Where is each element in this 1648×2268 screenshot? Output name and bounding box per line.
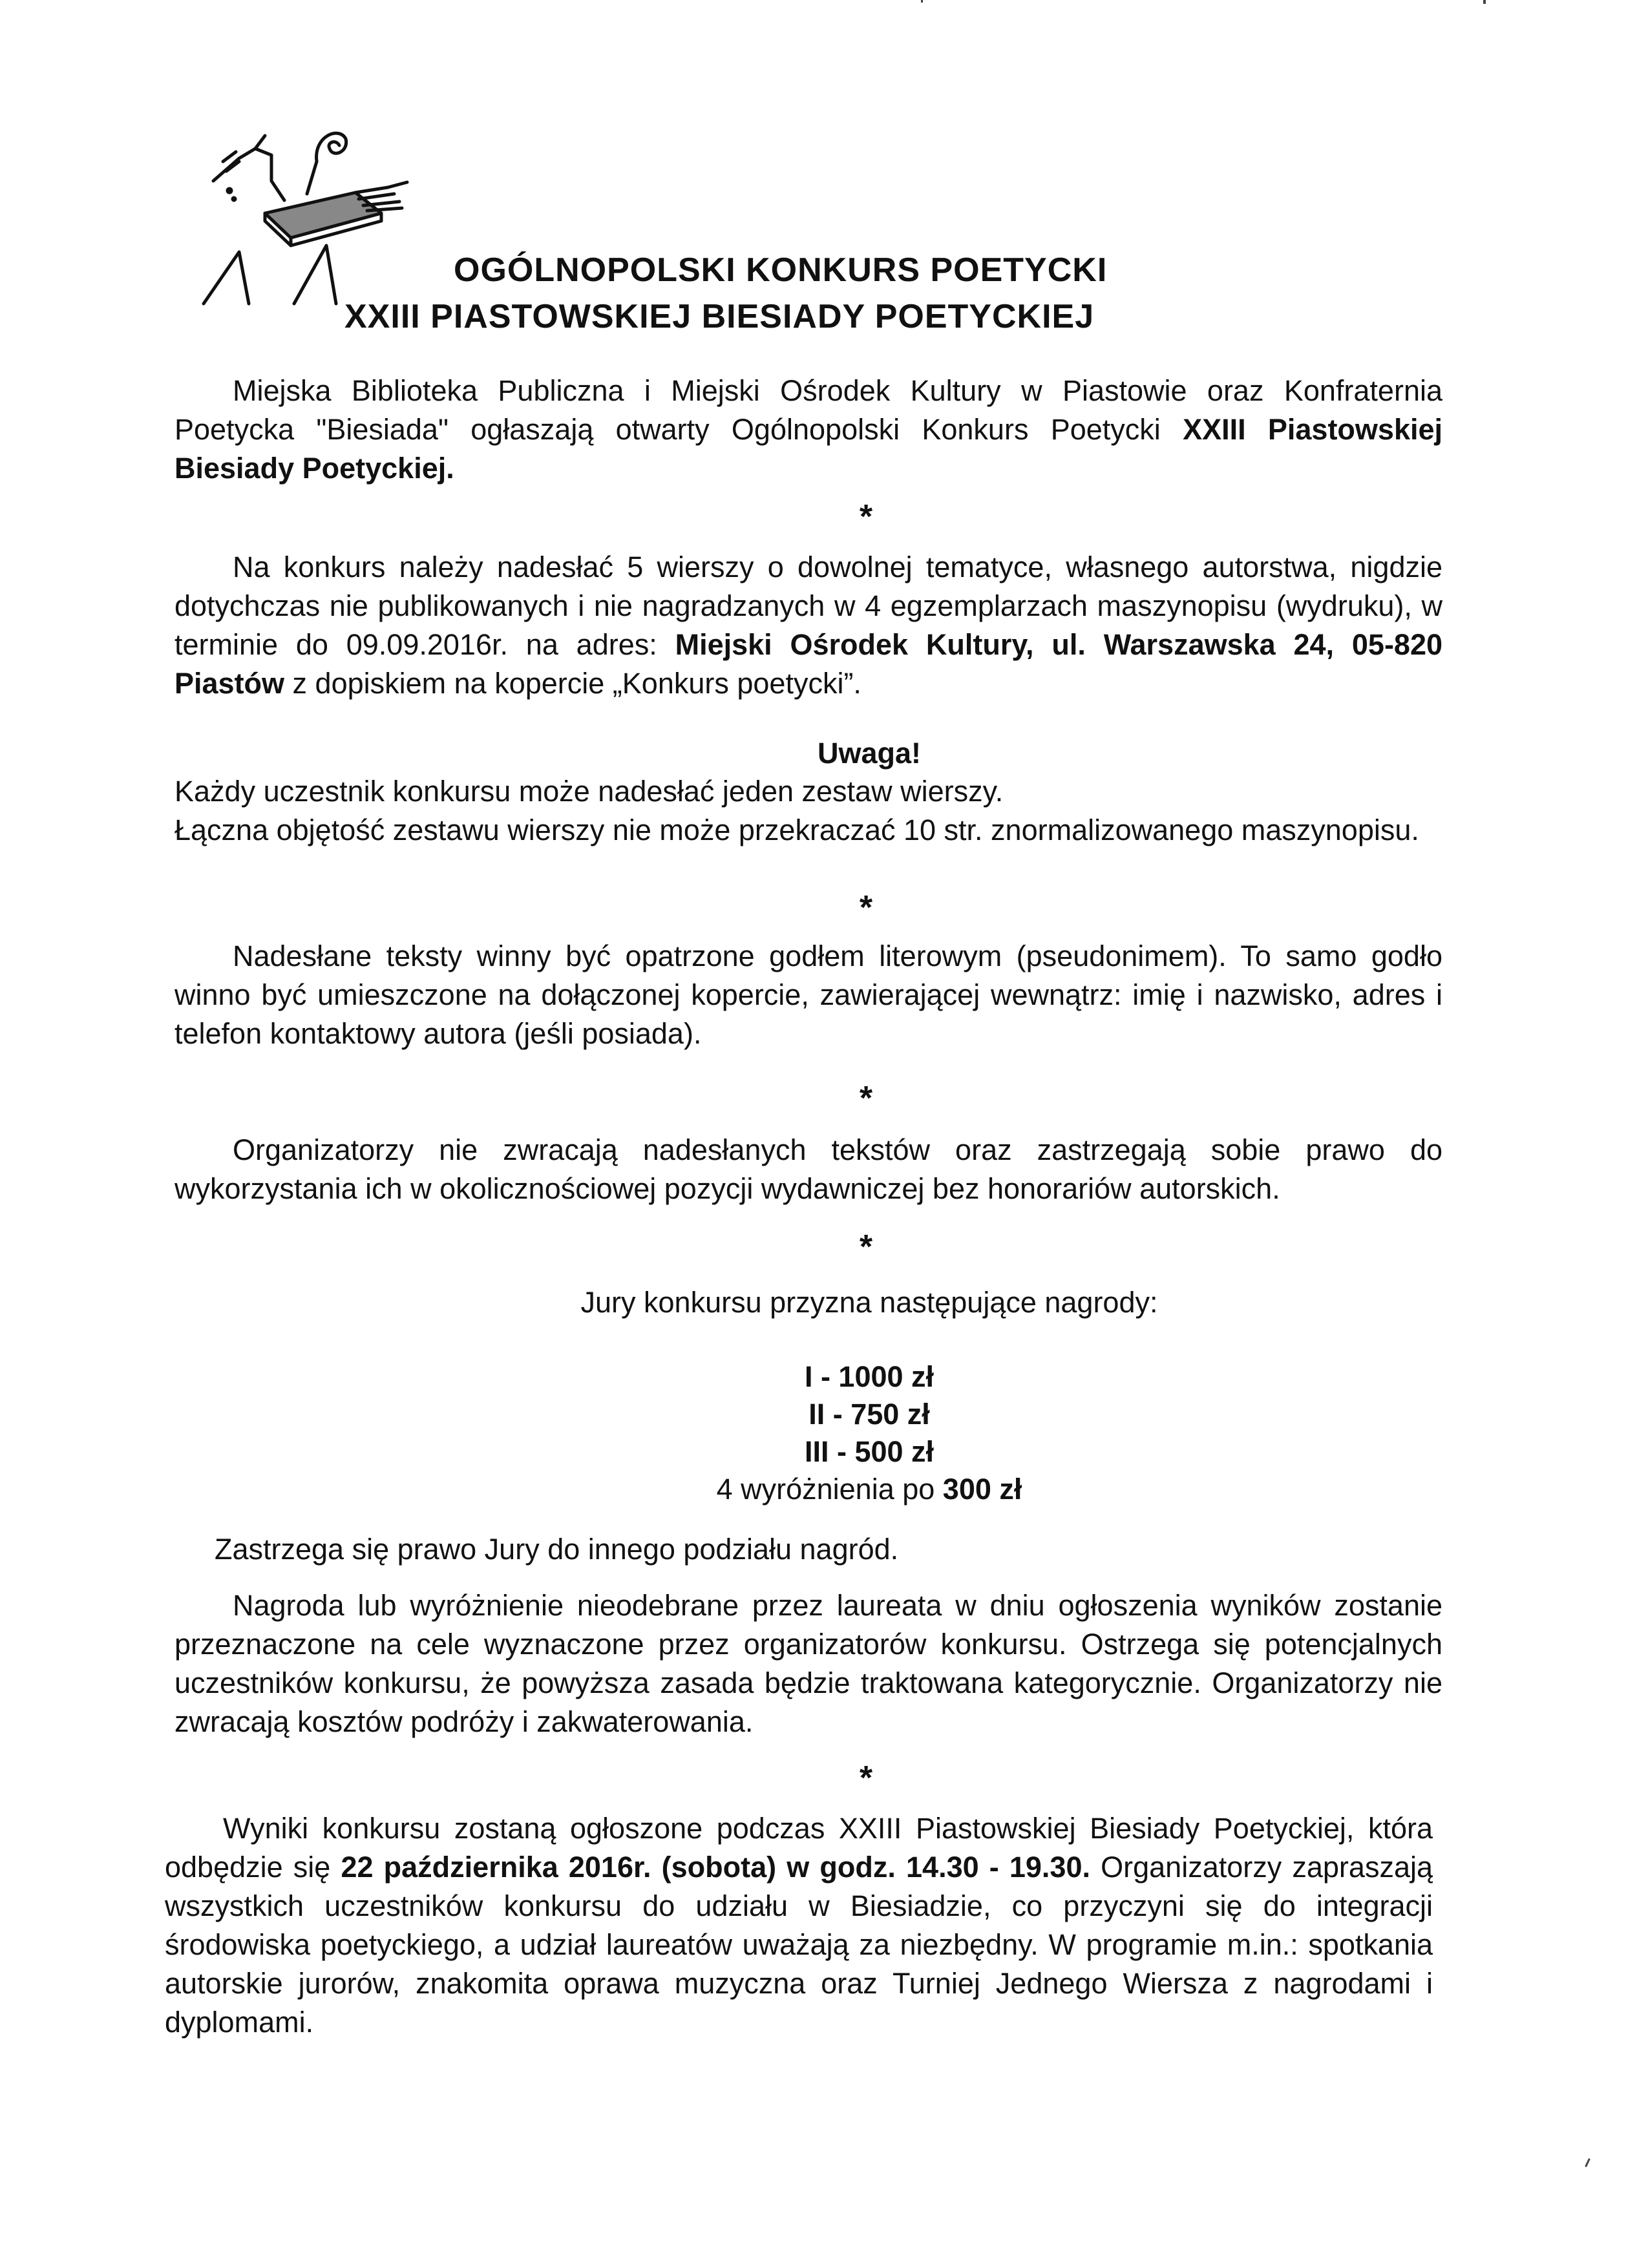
submission-address: Miejski Ośrodek Kultury, ul. Warszawska 24, 05-820 Piastów [174,628,1443,700]
title-line-2: XXIII PIASTOWSKIEJ BIESIADY POETYCKIEJ [344,298,1095,335]
intro-bold-name: XXIII Piastowskiej Biesiady Poetyckiej. [174,413,1443,485]
prizes-note: Zastrzega się prawo Jury do innego podziału nagród. [215,1533,899,1566]
warning-line-2: Łączna objętość zestawu wierszy nie może przekraczać 10 str. znormalizowanego maszynopisu. [174,814,1419,846]
title-line-1: OGÓLNOPOLSKI KONKURS POETYCKI [454,251,1108,289]
intro-text: Miejska Biblioteka Publiczna i Miejski Ośrodek Kultury w Piastowie oraz Konfraternia Poetycka "Biesiada" ogłaszają otwarty Ogólnopolski Konkurs Poetycki [174,374,1442,446]
warning-title: Uwaga! [817,737,922,770]
prize-honorable-text: 4 wyróżnienia po [716,1473,943,1506]
submission-text-1: Na konkurs należy nadesłać 5 wierszy o dowolnej tematyce, własnego autorstwa, nigdzie dotychczas nie publikowanych i nie nagradzanych w 4 egzemplarzach maszynopisu (wydruku), w terminie do 09.09.2016r. na adres: [174,551,1442,661]
results-text-1: Wyniki konkursu zostaną ogłoszone podczas XXIII Piastowskiej Biesiady Poetyckiej, która odbędzie się [165,1812,1433,1884]
scan-speck [1483,0,1486,4]
separator-4: * [859,1228,873,1266]
prize-first: I - 1000 zł [804,1360,935,1393]
separator-1: * [859,498,873,536]
results-text-2: Organizatorzy zapraszają wszystkich uczestników konkursu do udziału w Biesiadzie, co przyczyni się do integracji środowiska poetyckiego, a udział laureatów uważają za niezbędny. W programie m.in.: spotkania autorskie jurorów, znakomita oprawa muzyczna oraz Turniej Jednego Wiersza z nagrodami i dyplomami. [165,1851,1433,2039]
separator-2: * [859,889,873,927]
rights-paragraph: Organizatorzy nie zwracają nadesłanych tekstów oraz zastrzegają sobie prawo do wykorzystania ich w okolicznościowej pozycji wydawniczej bez honorariów autorskich. [174,1133,1442,1205]
prize-third: III - 500 zł [804,1435,935,1468]
scan-speck [921,0,923,3]
warning-line-1: Każdy uczestnik konkursu może nadesłać jeden zestaw wierszy. [174,775,1004,808]
motto-paragraph: Nadesłane teksty winny być opatrzone godłem literowym (pseudonimem). To samo godło winno być umieszczone na dołączonej kopercie, zawierającej wewnątrz: imię i nazwisko, adres i telefon kontaktowy autora (jeśli posiada). [174,940,1442,1050]
results-paragraph [165,1809,1433,2042]
prize-honorable-amount: 300 zł [942,1473,1022,1506]
results-date: 22 października 2016r. (sobota) w godz. 14.30 - 19.30. [341,1851,1090,1884]
prize-honorable [0,1473,1648,1506]
submission-paragraph [174,548,1442,703]
prize-second: II - 750 zł [808,1398,930,1431]
prizes-intro: Jury konkursu przyzna następujące nagrody: [580,1286,1158,1319]
separator-3: * [859,1080,873,1117]
intro-paragraph [174,372,1442,488]
unclaimed-paragraph: Nagroda lub wyróżnienie nieodebrane przez laureata w dniu ogłoszenia wyników zostanie przeznaczone na cele wyznaczone przez organizatorów konkursu. Ostrzega się potencjalnych uczestników konkursu, że powyższa zasada będzie traktowana kategorycznie. Organizatorzy nie zwracają kosztów podróży i zakwaterowania. [174,1589,1442,1738]
separator-5: * [859,1759,873,1797]
submission-text-2: z dopiskiem na kopercie „Konkurs poetycki”. [284,667,861,700]
scan-speck [1585,2158,1590,2167]
